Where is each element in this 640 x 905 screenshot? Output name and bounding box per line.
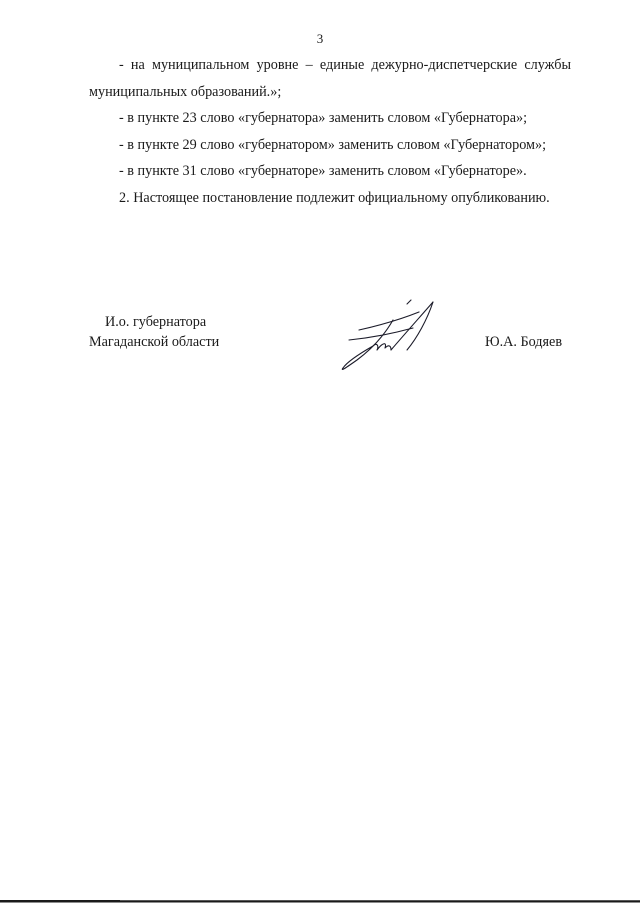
signatory-title-line-1: И.о. губернатора [105,314,207,330]
paragraph-point-31: - в пункте 31 слово «губернаторе» заменить словом «Губернаторе». [119,163,527,179]
paragraph-point-29: - в пункте 29 слово «губернатором» заменить словом «Губернатором»; [119,136,547,153]
paragraph-municipal-level: - на муниципальном уровне – единые дежурно-диспетчерские службы муниципальных образований.»; [89,57,571,100]
signatory-title-line-2: Магаданской области [89,334,220,350]
signatory-title [89,312,259,352]
scan-bottom-edge [0,897,640,905]
paragraph-point-23: - в пункте 23 слово «губернатора» заменить словом «Губернатора»; [119,110,528,126]
signatory-name: Ю.А. Бодяев [485,334,563,350]
page-number: 3 [316,31,324,46]
document-body [89,52,571,211]
handwritten-signature [333,296,445,376]
paragraph-publication: 2. Настоящее постановление подлежит официальному опубликованию. [119,189,550,206]
